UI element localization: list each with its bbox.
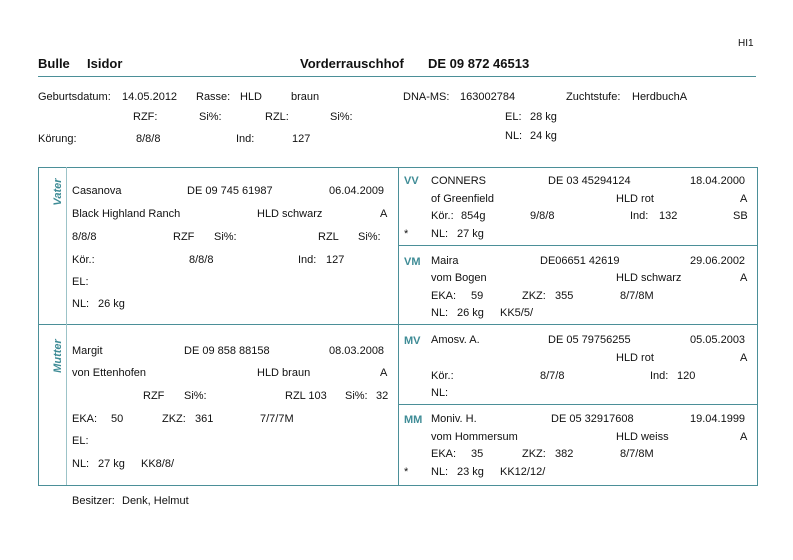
vm-score: 8/7/8M <box>620 290 654 302</box>
vm-name: Maira <box>431 255 459 267</box>
father-kor-label: Kör.: <box>72 254 95 266</box>
mm-date: 19.04.1999 <box>690 413 746 425</box>
breed: HLD <box>240 91 263 103</box>
vm-grade: A <box>740 272 748 284</box>
mother-zkz: 361 <box>195 413 214 425</box>
mother-kk: KK8/8/ <box>141 458 175 470</box>
vm-breed-color: HLD schwarz <box>616 272 682 284</box>
page-code: HI1 <box>738 38 754 49</box>
si2-label: Si%: <box>330 111 353 123</box>
father-origin: Black Highland Ranch <box>72 208 181 220</box>
father-date: 06.04.2009 <box>329 185 385 197</box>
vv-origin: of Greenfield <box>431 193 494 205</box>
vv-breed-color: HLD rot <box>616 193 654 205</box>
level-value: HerdbuchA <box>632 91 688 103</box>
father-si2: Si%: <box>358 231 381 243</box>
mother-si: Si%: <box>184 390 207 402</box>
mv-name: Amosv. A. <box>431 334 480 346</box>
father-nl: 26 kg <box>98 298 125 310</box>
vm-origin: vom Bogen <box>431 272 487 284</box>
rzf-label: RZF: <box>133 111 158 123</box>
mother-tag: DE 09 858 88158 <box>184 345 270 357</box>
mv-breed-color: HLD rot <box>616 352 654 364</box>
rzl-label: RZL: <box>265 111 289 123</box>
nl-value: 24 kg <box>530 130 557 142</box>
vv-ind: 132 <box>659 210 678 222</box>
vv-nl: 27 kg <box>457 228 484 240</box>
mm-kk: KK12/12/ <box>500 466 546 478</box>
el-label: EL: <box>505 111 522 123</box>
vater-label: Vater <box>52 178 64 206</box>
dna-value: 163002784 <box>460 91 516 103</box>
mv-code: MV <box>404 335 421 347</box>
mm-eka: 35 <box>471 448 484 460</box>
bull-label: Bulle <box>38 56 70 71</box>
father-breed-color: HLD schwarz <box>257 208 323 220</box>
mm-breed-color: HLD weiss <box>616 431 669 443</box>
vm-eka: 59 <box>471 290 484 302</box>
mutter-label: Mutter <box>52 339 64 373</box>
mv-kor-label: Kör.: <box>431 370 454 382</box>
pedigree-divider <box>398 167 399 485</box>
mother-grade: A <box>380 367 388 379</box>
vm-tag: DE06651 42619 <box>540 255 620 267</box>
mother-score: 7/7/7M <box>260 413 294 425</box>
vv-ind-label: Ind: <box>630 210 649 222</box>
father-ind: 127 <box>326 254 345 266</box>
mm-origin: vom Hommersum <box>431 431 518 443</box>
mm-zkz-label: ZKZ: <box>522 448 546 460</box>
mother-si2-value: 32 <box>376 390 389 402</box>
vm-nl-label: NL: <box>431 307 449 319</box>
parent-divider <box>38 324 757 325</box>
mm-name: Moniv. H. <box>431 413 477 425</box>
vm-code: VM <box>404 256 421 268</box>
father-kor: 8/8/8 <box>189 254 214 266</box>
mm-star: * <box>404 466 409 478</box>
father-name: Casanova <box>72 185 122 197</box>
vm-kk: KK5/5/ <box>500 307 534 319</box>
vv-score: 9/8/8 <box>530 210 555 222</box>
mm-zkz: 382 <box>555 448 574 460</box>
mv-ind: 120 <box>677 370 696 382</box>
vv-code: VV <box>404 175 419 187</box>
father-tag: DE 09 745 61987 <box>187 185 273 197</box>
father-rzf: RZF <box>173 231 195 243</box>
vm-eka-label: EKA: <box>431 290 457 302</box>
mv-mm-divider <box>398 404 757 405</box>
father-ind-label: Ind: <box>298 254 317 266</box>
mother-el-label: EL: <box>72 435 89 447</box>
mv-tag: DE 05 79756255 <box>548 334 631 346</box>
mv-grade: A <box>740 352 748 364</box>
ind-value: 127 <box>292 133 311 145</box>
mm-score: 8/7/8M <box>620 448 654 460</box>
mother-eka-label: EKA: <box>72 413 98 425</box>
mv-kor: 8/7/8 <box>540 370 565 382</box>
vv-name: CONNERS <box>431 175 487 187</box>
vv-kor: 854g <box>461 210 486 222</box>
mm-code: MM <box>404 414 423 426</box>
si1-label: Si%: <box>199 111 222 123</box>
color: braun <box>291 91 320 103</box>
vm-zkz: 355 <box>555 290 574 302</box>
vv-extra: SB <box>733 210 748 222</box>
breed-label: Rasse: <box>196 91 231 103</box>
father-score: 8/8/8 <box>72 231 97 243</box>
owner-label: Besitzer: <box>72 495 115 507</box>
mm-nl: 23 kg <box>457 466 484 478</box>
mm-grade: A <box>740 431 748 443</box>
vv-grade: A <box>740 193 748 205</box>
ear-tag: DE 09 872 46513 <box>428 56 530 71</box>
mv-nl-label: NL: <box>431 387 449 399</box>
vv-vm-divider <box>398 245 757 246</box>
father-si: Si%: <box>214 231 237 243</box>
mm-eka-label: EKA: <box>431 448 457 460</box>
father-nl-label: NL: <box>72 298 90 310</box>
mv-ind-label: Ind: <box>650 370 669 382</box>
mother-origin: von Ettenhofen <box>72 367 147 379</box>
owner-name: Denk, Helmut <box>122 495 189 507</box>
mm-tag: DE 05 32917608 <box>551 413 634 425</box>
vv-date: 18.04.2000 <box>690 175 746 187</box>
vv-nl-label: NL: <box>431 228 449 240</box>
mother-date: 08.03.2008 <box>329 345 385 357</box>
mother-eka: 50 <box>111 413 124 425</box>
mother-rzf: RZF <box>143 390 165 402</box>
vv-star: * <box>404 228 409 240</box>
father-rzl: RZL <box>318 231 339 243</box>
level-label: Zuchtstufe: <box>566 91 621 103</box>
header-rule <box>38 76 756 77</box>
ind-label: Ind: <box>236 133 255 145</box>
mm-nl-label: NL: <box>431 466 449 478</box>
vm-zkz-label: ZKZ: <box>522 290 546 302</box>
nl-label: NL: <box>505 130 523 142</box>
mother-rzl: RZL 103 <box>285 390 327 402</box>
mother-breed-color: HLD braun <box>257 367 311 379</box>
bull-name: Isidor <box>87 56 123 71</box>
vv-kor-label: Kör.: <box>431 210 454 222</box>
birth-label: Geburtsdatum: <box>38 91 111 103</box>
koerung-value: 8/8/8 <box>136 133 161 145</box>
label-column-line <box>66 167 67 485</box>
father-el-label: EL: <box>72 276 89 288</box>
mother-nl-label: NL: <box>72 458 90 470</box>
mother-si2: Si%: <box>345 390 368 402</box>
farm-name: Vorderrauschhof <box>300 56 404 71</box>
mother-name: Margit <box>72 345 103 357</box>
birth-date: 14.05.2012 <box>122 91 178 103</box>
koerung-label: Körung: <box>38 133 77 145</box>
mother-nl: 27 kg <box>98 458 125 470</box>
dna-label: DNA-MS: <box>403 91 450 103</box>
mother-zkz-label: ZKZ: <box>162 413 186 425</box>
vv-tag: DE 03 45294124 <box>548 175 631 187</box>
father-grade: A <box>380 208 388 220</box>
mv-date: 05.05.2003 <box>690 334 746 346</box>
vm-nl: 26 kg <box>457 307 484 319</box>
vm-date: 29.06.2002 <box>690 255 746 267</box>
el-value: 28 kg <box>530 111 557 123</box>
